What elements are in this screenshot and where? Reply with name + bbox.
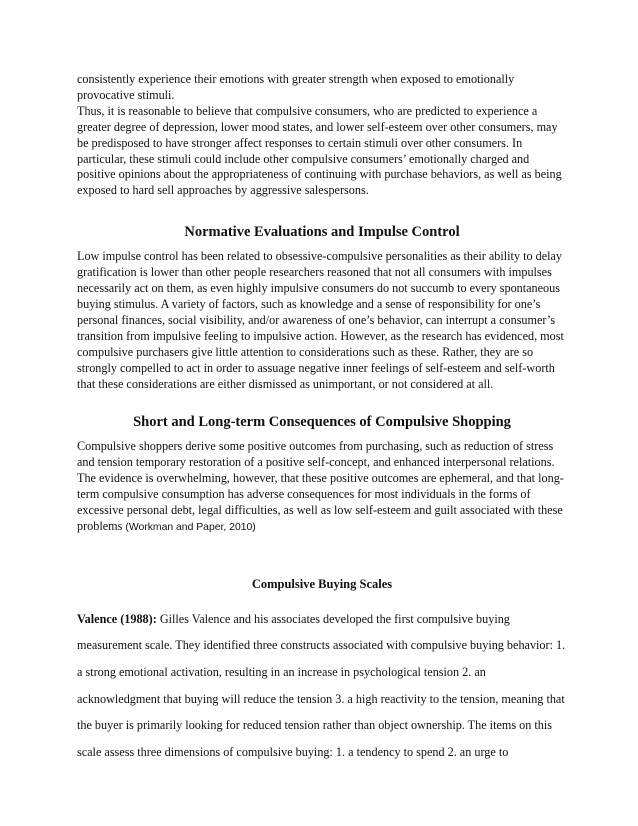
normative-evaluations-paragraph: Low impulse control has been related to obsessive-compulsive personalities as their ability to delay gratification is lower than other people researchers reasoned that not all consumers with impulses necessarily act on them, as even highly impulsive consumers do not succumb to every spontaneous buying stimulus. A variety of factors, such as knowledge and a sense of responsibility for one’s personal finances, social visibility, and/or awareness of one’s behavior, can interrupt a consumer’s transition from impulsive feeling to impulsive action. However, as the research has evidenced, most compulsive purchasers give little attention to considerations such as these. Rather, they are so strongly compelled to act in order to assuage negative inner feelings of self-esteem and self-worth that these considerations are either dismissed as unimportant, or not considered at all.	[77, 249, 564, 391]
valence-text: Gilles Valence and his associates developed the first compulsive buying measurement scale. They identified three constructs associated with compulsive buying behavior: 1. a strong emotional activation, resulting in an increase in psychological tension 2. an acknowledgment that buying will reduce the tension 3. a high reactivity to the tension, meaning that the buyer is primarily looking for reduced tension rather than object ownership. The items on this scale assess three dimensions of compulsive buying: 1. a tendency to spend 2. an urge to	[77, 611, 566, 759]
document-page	[77, 72, 567, 765]
heading-consequences: Short and Long-term Consequences of Compulsive Shopping	[133, 414, 511, 431]
heading-normative-evaluations: Normative Evaluations and Impulse Control	[184, 224, 460, 241]
intro-text: consistently experience their emotions with greater strength when exposed to emotionally provocative stimuli.	[77, 72, 515, 102]
citation: (Workman and Paper, 2010)	[125, 521, 256, 533]
valence-paragraph	[77, 606, 567, 766]
intro-paragraph	[77, 72, 567, 199]
consequences-paragraph	[77, 439, 567, 535]
consequences-text: Compulsive shoppers derive some positive outcomes from purchasing, such as reduction of stress and tension temporary restoration of a positive self-concept, and enhanced interpersonal relations. The evidence is overwhelming, however, that these positive outcomes are ephemeral, and that long-term compulsive consumption has adverse consequences for most individuals in the forms of excessive personal debt, legal difficulties, as well as low self-esteem and guilt associated with these problems	[77, 439, 564, 533]
intro-text-2: Thus, it is reasonable to believe that compulsive consumers, who are predicted to experience a greater degree of depression, lower mood states, and lower self-esteem over other consumers, may be predisposed to have stronger affect responses to certain stimuli over other consumers. In particular, these stimuli could include other compulsive consumers’ emotionally charged and positive opinions about the appropriateness of continuing with purchase behaviors, as well as being exposed to hard sell approaches by aggressive salespersons.	[77, 103, 562, 198]
valence-lead: Valence (1988):	[77, 611, 157, 626]
heading-compulsive-buying-scales: Compulsive Buying Scales	[251, 576, 393, 591]
